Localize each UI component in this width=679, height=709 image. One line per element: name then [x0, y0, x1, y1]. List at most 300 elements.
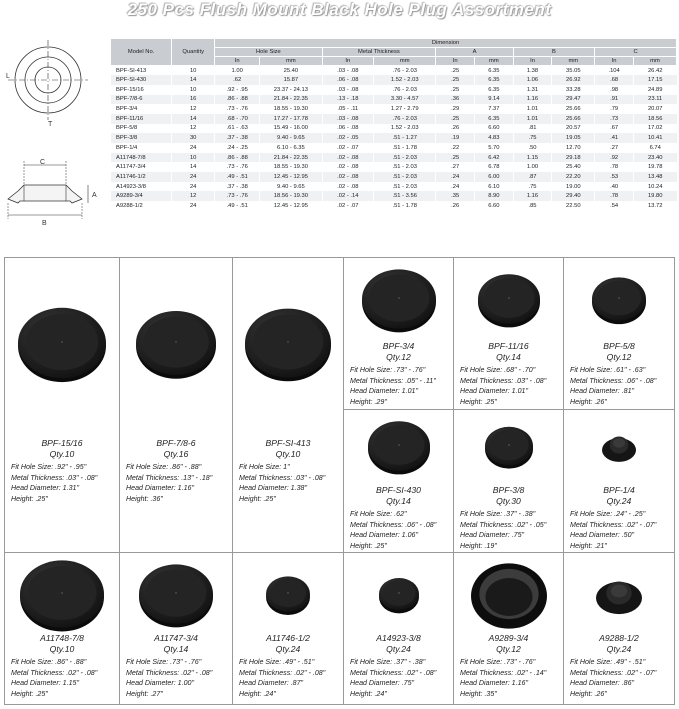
spec-fit: Fit Hole Size: .73" - .76": [350, 366, 426, 374]
table-cell: .68 - .70: [215, 114, 260, 124]
table-cell: .51 - 1.78: [374, 143, 436, 153]
table-cell: 30: [172, 133, 215, 143]
table-cell: 15.49 - 16.00: [260, 124, 322, 134]
table-cell: .78: [595, 162, 634, 172]
table-row: [111, 133, 677, 143]
spec-head: Head Diameter: 1.15": [11, 679, 79, 688]
model-cell: A14923-3/8: [111, 182, 172, 192]
table-row: [111, 114, 677, 124]
table-cell: 6.35: [475, 75, 514, 85]
table-cell: .19: [436, 133, 475, 143]
spec-height: Height: .26": [570, 689, 607, 698]
table-cell: 14: [172, 114, 215, 124]
spec-height: Height: .24": [239, 689, 276, 698]
unit-mm: mm: [475, 57, 514, 66]
table-cell: 18.56: [633, 114, 676, 124]
table-cell: 1.01: [513, 114, 552, 124]
spec-metal: Metal Thickness: .02" - .08": [11, 668, 98, 677]
spec-head: Head Diameter: .87": [239, 679, 304, 688]
table-cell: 6.00: [475, 172, 514, 182]
spec-fit: Fit Hole Size: .37" - .38": [350, 658, 426, 666]
spec-metal: Metal Thickness: .02" - .05": [460, 520, 547, 529]
diagram-label-l: L: [6, 73, 10, 80]
table-cell: 13.72: [633, 201, 676, 211]
product-qty: Qty.12: [496, 644, 521, 654]
product-name: A11748-7/8: [40, 633, 84, 643]
table-cell: .51 - 1.78: [374, 201, 436, 211]
product-card: [564, 410, 675, 553]
hole-plug-image: [120, 555, 232, 633]
table-cell: 17.15: [633, 75, 676, 85]
table-cell: .73 - .76: [215, 162, 260, 172]
product-specs: [126, 462, 230, 504]
spec-head: Head Diameter: 1.01": [460, 387, 528, 396]
product-name: A9288-1/2: [599, 633, 639, 643]
spec-fit: Fit Hole Size: .73" - .76": [126, 658, 202, 666]
hole-plug-image: [233, 268, 343, 418]
product-card: [454, 410, 564, 553]
table-cell: .26: [436, 124, 475, 134]
product-name: BPF-5/8: [603, 341, 635, 351]
spec-height: Height: .27": [126, 689, 163, 698]
table-cell: 1.16: [513, 191, 552, 201]
table-cell: 17.02: [633, 124, 676, 134]
spec-fit: Fit Hole Size: 1": [239, 463, 290, 471]
unit-mm: mm: [552, 57, 595, 66]
table-row: [111, 124, 677, 134]
hole-plug-image: [5, 268, 119, 418]
product-card: [120, 553, 233, 705]
table-cell: .86 - .88: [215, 95, 260, 105]
table-cell: 14: [172, 162, 215, 172]
spec-fit: Fit Hole Size: .86" - .88": [11, 658, 87, 666]
table-cell: 29.40: [552, 191, 595, 201]
table-row: [111, 153, 677, 163]
table-cell: .25: [436, 85, 475, 95]
table-cell: .87: [513, 172, 552, 182]
table-cell: .41: [595, 133, 634, 143]
table-cell: 22.50: [552, 201, 595, 211]
product-qty: Qty.14: [386, 496, 411, 506]
header-hole-size: Hole Size: [215, 48, 322, 57]
table-cell: .03 - .08: [322, 85, 374, 95]
hole-plug-image: [564, 260, 674, 338]
spec-fit: Fit Hole Size: .62": [350, 510, 407, 518]
table-cell: 12: [172, 124, 215, 134]
table-cell: 17.27 - 17.78: [260, 114, 322, 124]
table-cell: 26.92: [552, 75, 595, 85]
spec-height: Height: .25": [460, 397, 497, 406]
product-specs: [460, 365, 561, 407]
table-cell: .51 - 1.27: [374, 133, 436, 143]
plug-top-view-diagram: [4, 38, 106, 128]
product-qty: Qty.24: [386, 644, 411, 654]
hole-plug-image: [5, 555, 119, 633]
model-cell: BPF-1/4: [111, 143, 172, 153]
unit-mm: mm: [374, 57, 436, 66]
table-cell: .81: [513, 124, 552, 134]
table-cell: 25.40: [260, 66, 322, 76]
spec-fit: Fit Hole Size: .37" - .38": [460, 510, 536, 518]
product-name: BPF-15/16: [41, 438, 83, 448]
table-cell: 9.14: [475, 95, 514, 105]
table-cell: 1.15: [513, 153, 552, 163]
diagram-label-a: A: [92, 192, 97, 199]
table-cell: 19.00: [552, 182, 595, 192]
spec-head: Head Diameter: 1.16": [126, 484, 194, 493]
product-name: BPF-1/4: [603, 485, 635, 495]
product-specs: [570, 657, 672, 699]
table-cell: 5.70: [475, 143, 514, 153]
hole-plug-image: [454, 555, 563, 633]
table-cell: .76 - 2.03: [374, 85, 436, 95]
product-qty: Qty.24: [606, 644, 632, 654]
table-cell: 6.35: [475, 114, 514, 124]
table-cell: .85: [513, 201, 552, 211]
spec-metal: Metal Thickness: .03" - .08": [460, 376, 547, 385]
spec-fit: Fit Hole Size: .73" - .76": [460, 658, 536, 666]
table-row: [111, 201, 677, 211]
table-cell: .06 - .08: [322, 124, 374, 134]
table-cell: .76 - 2.03: [374, 66, 436, 76]
table-cell: 24: [172, 143, 215, 153]
product-specs: [239, 657, 341, 699]
table-cell: 1.01: [513, 104, 552, 114]
table-row: [111, 85, 677, 95]
table-cell: .02 - .08: [322, 172, 374, 182]
table-cell: 29.47: [552, 95, 595, 105]
product-qty: Qty.10: [275, 449, 301, 459]
header-c: C: [595, 48, 677, 57]
spec-head: Head Diameter: 1.38": [239, 484, 307, 493]
table-cell: 19.05: [552, 133, 595, 143]
table-cell: 1.16: [513, 95, 552, 105]
table-cell: 12.70: [552, 143, 595, 153]
header-metal-thickness: Metal Thickness: [322, 48, 436, 57]
product-card: [344, 258, 454, 410]
table-row: [111, 95, 677, 105]
table-cell: .49 - .51: [215, 172, 260, 182]
unit-mm: mm: [633, 57, 676, 66]
table-cell: .51 - 3.56: [374, 191, 436, 201]
spec-table: [110, 38, 677, 211]
table-cell: 1.38: [513, 66, 552, 76]
spec-head: Head Diameter: .86": [570, 679, 635, 688]
table-cell: 21.84 - 22.35: [260, 153, 322, 163]
table-cell: 25.66: [552, 104, 595, 114]
table-cell: .25: [436, 75, 475, 85]
spec-metal: Metal Thickness: .02" - .08": [350, 668, 437, 677]
table-cell: .37 - .38: [215, 182, 260, 192]
product-card: [5, 258, 120, 553]
table-cell: 10: [172, 66, 215, 76]
table-cell: 24.89: [633, 85, 676, 95]
spec-height: Height: .26": [570, 397, 607, 406]
table-cell: .24: [436, 182, 475, 192]
table-cell: .27: [595, 143, 634, 153]
product-qty: Qty.30: [496, 496, 521, 506]
table-row: [111, 172, 677, 182]
table-cell: 1.00: [513, 162, 552, 172]
table-cell: 6.42: [475, 153, 514, 163]
spec-metal: Metal Thickness: .13" - .18": [126, 473, 213, 482]
table-cell: .25: [436, 66, 475, 76]
spec-fit: Fit Hole Size: .92" - .95": [11, 463, 87, 471]
product-qty: Qty.24: [275, 644, 301, 654]
spec-head: Head Diameter: .50": [570, 531, 635, 540]
header-model: Model No.: [111, 39, 172, 66]
table-cell: .78: [595, 191, 634, 201]
hole-plug-image: [454, 260, 563, 338]
table-cell: 6.10 - 6.35: [260, 143, 322, 153]
table-cell: 1.52 - 2.03: [374, 124, 436, 134]
product-qty: Qty.14: [163, 644, 189, 654]
model-cell: A11748-7/8: [111, 153, 172, 163]
spec-height: Height: .35": [460, 689, 497, 698]
spec-height: Height: .19": [460, 541, 497, 550]
table-cell: 24: [172, 182, 215, 192]
table-cell: .51 - 2.03: [374, 182, 436, 192]
spec-head: Head Diameter: 1.01": [350, 387, 418, 396]
table-cell: .73: [595, 114, 634, 124]
product-name: BPF-SI-430: [376, 485, 421, 495]
table-cell: .73 - .76: [215, 104, 260, 114]
table-cell: 12.45 - 12.95: [260, 201, 322, 211]
spec-metal: Metal Thickness: .02" - .07": [570, 520, 657, 529]
table-cell: .51 - 2.03: [374, 172, 436, 182]
table-cell: 35.05: [552, 66, 595, 76]
product-specs: [350, 365, 451, 407]
model-cell: BPF-SI-413: [111, 66, 172, 76]
spec-metal: Metal Thickness: .03" - .08": [11, 473, 98, 482]
product-name: BPF-7/8-6: [156, 438, 196, 448]
spec-fit: Fit Hole Size: .49" - .51": [570, 658, 646, 666]
table-cell: .02 - .08: [322, 153, 374, 163]
header-quantity: Quantity: [172, 39, 215, 66]
product-specs: [460, 509, 561, 551]
table-cell: 16: [172, 95, 215, 105]
hole-plug-image: [564, 555, 674, 633]
table-cell: 13.48: [633, 172, 676, 182]
product-name: A14923-3/8: [376, 633, 421, 643]
table-cell: 9.40 - 9.65: [260, 133, 322, 143]
table-cell: 18.55 - 19.30: [260, 162, 322, 172]
product-specs: [460, 657, 561, 699]
product-card: [5, 553, 120, 705]
table-cell: 1.06: [513, 75, 552, 85]
header-b: B: [513, 48, 595, 57]
table-cell: .51 - 2.03: [374, 153, 436, 163]
table-cell: .29: [436, 104, 475, 114]
product-card: [454, 553, 564, 705]
spec-metal: Metal Thickness: .02" - .07": [570, 668, 657, 677]
table-row: [111, 182, 677, 192]
spec-fit: Fit Hole Size: .24" - .25": [570, 510, 646, 518]
model-cell: A9289-3/4: [111, 191, 172, 201]
product-card: [454, 258, 564, 410]
table-row: [111, 66, 677, 76]
spec-fit: Fit Hole Size: .86" - .88": [126, 463, 202, 471]
table-cell: 25.66: [552, 114, 595, 124]
table-cell: 26.42: [633, 66, 676, 76]
spec-metal: Metal Thickness: .02" - .08": [126, 668, 213, 677]
product-card: [344, 410, 454, 553]
table-cell: 23.11: [633, 95, 676, 105]
unit-in: In: [215, 57, 260, 66]
model-cell: A9288-1/2: [111, 201, 172, 211]
table-cell: 7.37: [475, 104, 514, 114]
table-cell: 19.78: [633, 162, 676, 172]
product-name: BPF-3/8: [492, 485, 525, 495]
spec-height: Height: .25": [350, 541, 387, 550]
model-cell: BPF-SI-430: [111, 75, 172, 85]
spec-fit: Fit Hole Size: .61" - .63": [570, 366, 646, 374]
table-cell: 1.27 - 2.79: [374, 104, 436, 114]
product-grid: [4, 257, 675, 705]
table-cell: 8.90: [475, 191, 514, 201]
product-qty: Qty.10: [49, 449, 75, 459]
table-cell: 1.00: [215, 66, 260, 76]
table-cell: .35: [436, 191, 475, 201]
spec-head: Head Diameter: 1.31": [11, 484, 79, 493]
product-qty: Qty.16: [163, 449, 189, 459]
table-cell: .36: [436, 95, 475, 105]
table-cell: .24 - .25: [215, 143, 260, 153]
table-cell: .104: [595, 66, 634, 76]
spec-head: Head Diameter: 1.00": [126, 679, 194, 688]
table-cell: 6.74: [633, 143, 676, 153]
product-specs: [350, 509, 451, 551]
spec-height: Height: .29": [350, 397, 387, 406]
spec-metal: Metal Thickness: .06" - .08": [570, 376, 657, 385]
product-specs: [126, 657, 230, 699]
diagram-label-t: T: [48, 121, 53, 128]
table-cell: .79: [595, 104, 634, 114]
table-cell: .25: [436, 114, 475, 124]
spec-metal: Metal Thickness: .06" - .08": [350, 520, 437, 529]
header-a: A: [436, 48, 513, 57]
page-title: 250 Pcs Flush Mount Black Hole Plug Assortment: [127, 0, 552, 19]
table-cell: .05 - .11: [322, 104, 374, 114]
model-cell: BPF-3/8: [111, 133, 172, 143]
table-cell: .25: [436, 153, 475, 163]
hole-plug-image: [120, 268, 232, 418]
model-cell: BPF-5/8: [111, 124, 172, 134]
spec-metal: Metal Thickness: .05" - .11": [350, 376, 436, 385]
spec-metal: Metal Thickness: .02" - .14": [460, 668, 547, 677]
table-cell: 6.60: [475, 124, 514, 134]
table-cell: 6.60: [475, 201, 514, 211]
hole-plug-image: [344, 260, 453, 338]
table-cell: 12: [172, 104, 215, 114]
hole-plug-image: [454, 410, 563, 482]
table-cell: .54: [595, 201, 634, 211]
spec-height: Height: .25": [239, 494, 276, 503]
table-cell: 33.28: [552, 85, 595, 95]
product-specs: [11, 657, 117, 699]
table-row: [111, 104, 677, 114]
product-name: A11747-3/4: [154, 633, 198, 643]
table-cell: .86 - .88: [215, 153, 260, 163]
table-cell: .73 - .76: [215, 191, 260, 201]
table-cell: .02 - .07: [322, 201, 374, 211]
table-cell: 10: [172, 85, 215, 95]
table-cell: .61 - .63: [215, 124, 260, 134]
table-cell: 21.84 - 22.35: [260, 95, 322, 105]
spec-head: Head Diameter: .75": [460, 531, 525, 540]
product-name: BPF-SI-413: [265, 438, 311, 448]
table-cell: 29.18: [552, 153, 595, 163]
product-name: A9289-3/4: [488, 633, 529, 643]
table-cell: .62: [215, 75, 260, 85]
table-row: [111, 75, 677, 85]
table-cell: .98: [595, 85, 634, 95]
product-qty: Qty.24: [606, 496, 632, 506]
table-cell: .75: [513, 182, 552, 192]
hole-plug-image: [344, 410, 453, 482]
table-row: [111, 143, 677, 153]
hole-plug-image: [233, 555, 343, 633]
table-cell: .03 - .08: [322, 114, 374, 124]
product-qty: Qty.12: [386, 352, 411, 362]
table-cell: .37 - .38: [215, 133, 260, 143]
table-cell: 20.57: [552, 124, 595, 134]
table-cell: .06 - .08: [322, 75, 374, 85]
unit-in: In: [436, 57, 475, 66]
spec-height: Height: .24": [350, 689, 387, 698]
product-name: BPF-3/4: [382, 341, 415, 351]
spec-fit: Fit Hole Size: .68" - .70": [460, 366, 536, 374]
table-cell: 6.10: [475, 182, 514, 192]
product-name: BPF-11/16: [488, 341, 529, 351]
product-specs: [239, 462, 341, 504]
model-cell: BPF-3/4: [111, 104, 172, 114]
table-cell: 10.24: [633, 182, 676, 192]
product-card: [344, 553, 454, 705]
table-cell: 6.78: [475, 162, 514, 172]
table-cell: 14: [172, 75, 215, 85]
table-cell: 1.31: [513, 85, 552, 95]
table-cell: .68: [595, 75, 634, 85]
spec-fit: Fit Hole Size: .49" - .51": [239, 658, 315, 666]
product-card: [233, 258, 344, 553]
model-cell: A11746-1/2: [111, 172, 172, 182]
table-cell: .24: [436, 172, 475, 182]
table-cell: .51 - 2.03: [374, 162, 436, 172]
table-cell: 6.35: [475, 85, 514, 95]
table-cell: 3.30 - 4.57: [374, 95, 436, 105]
table-row: [111, 162, 677, 172]
table-cell: .92 - .95: [215, 85, 260, 95]
spec-metal: Metal Thickness: .02" - .08": [239, 668, 326, 677]
table-cell: 10.41: [633, 133, 676, 143]
product-qty: Qty.10: [49, 644, 75, 654]
table-cell: 18.56 - 19.30: [260, 191, 322, 201]
table-cell: 4.83: [475, 133, 514, 143]
spec-height: Height: .36": [126, 494, 163, 503]
hole-plug-image: [564, 410, 674, 482]
spec-head: Head Diameter: 1.06": [350, 531, 418, 540]
table-cell: 23.40: [633, 153, 676, 163]
spec-height: Height: .25": [11, 689, 48, 698]
unit-mm: mm: [260, 57, 322, 66]
table-cell: 24: [172, 201, 215, 211]
product-card: [120, 258, 233, 553]
table-cell: 25.40: [552, 162, 595, 172]
product-card: [564, 258, 675, 410]
diagram-label-b: B: [42, 220, 47, 227]
unit-in: In: [322, 57, 374, 66]
